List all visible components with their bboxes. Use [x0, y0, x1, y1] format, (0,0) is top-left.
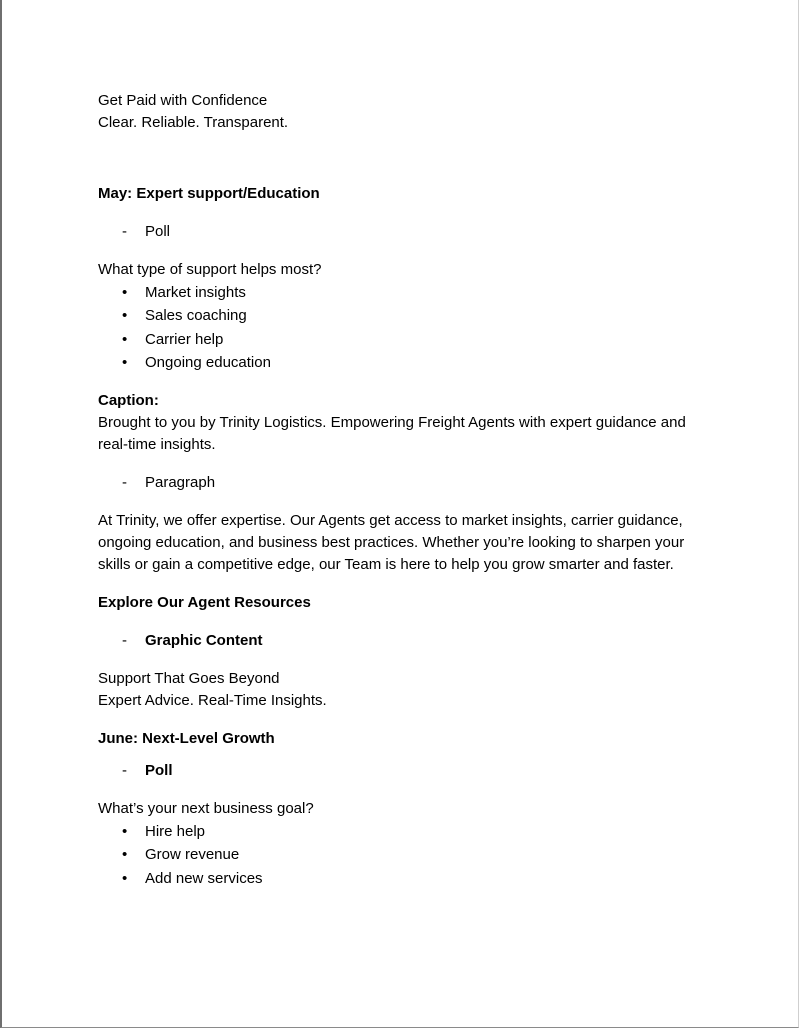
bullet-marker: •	[122, 846, 128, 864]
may-poll-item	[98, 221, 708, 243]
bullet-marker: •	[122, 869, 128, 887]
dash-marker: -	[122, 632, 127, 650]
document-body	[98, 90, 708, 890]
list-item: • Hire help	[98, 820, 708, 843]
list-item: • Market insights	[98, 281, 708, 304]
list-item: • Add new services	[98, 867, 708, 890]
june-heading: June: Next-Level Growth	[98, 730, 275, 748]
may-poll-question: What type of support helps most?	[98, 261, 322, 278]
list-item: • Sales coaching	[98, 304, 708, 327]
june-poll-item	[98, 760, 708, 782]
june-poll-options	[98, 820, 708, 890]
bullet-marker: •	[122, 353, 128, 371]
bullet-marker: •	[122, 330, 128, 348]
graphic-line-2: Expert Advice. Real-Time Insights.	[98, 692, 327, 710]
may-poll-options	[98, 281, 708, 374]
bullet-marker: •	[122, 307, 128, 325]
list-item: • Grow revenue	[98, 843, 708, 866]
graphic-line-1: Support That Goes Beyond	[98, 670, 280, 688]
intro-line-2: Clear. Reliable. Transparent.	[98, 114, 289, 131]
dash-marker: -	[122, 762, 127, 780]
bullet-marker: •	[122, 823, 128, 841]
caption-text: Brought to you by Trinity Logistics. Empowering Freight Agents with expert guidance and real-time insights.	[98, 414, 686, 454]
bullet-marker: •	[122, 284, 128, 301]
graphic-content-label: Graphic Content	[145, 632, 263, 650]
intro-line-1: Get Paid with Confidence	[98, 92, 268, 109]
dash-marker: -	[122, 223, 127, 240]
list-item: • Ongoing education	[98, 351, 708, 374]
caption-label: Caption:	[98, 392, 159, 410]
june-poll-question: What’s your next business goal?	[98, 800, 314, 818]
may-heading: May: Expert support/Education	[98, 185, 320, 202]
may-paragraph-item	[98, 472, 708, 494]
dash-marker: -	[122, 474, 127, 492]
resources-heading: Explore Our Agent Resources	[98, 594, 311, 612]
may-paragraph-label: Paragraph	[145, 474, 216, 492]
may-paragraph-text: At Trinity, we offer expertise. Our Agents get access to market insights, carrier guidance, ongoing education, and business best practices. Whether you’re looking to sharpen your skills or gain a competitive edge, our Team is here to help you grow smarter and faster.	[98, 512, 685, 574]
june-poll-label: Poll	[145, 762, 173, 780]
may-poll-label: Poll	[145, 223, 171, 240]
list-item: • Carrier help	[98, 328, 708, 351]
graphic-content-item	[98, 630, 708, 652]
